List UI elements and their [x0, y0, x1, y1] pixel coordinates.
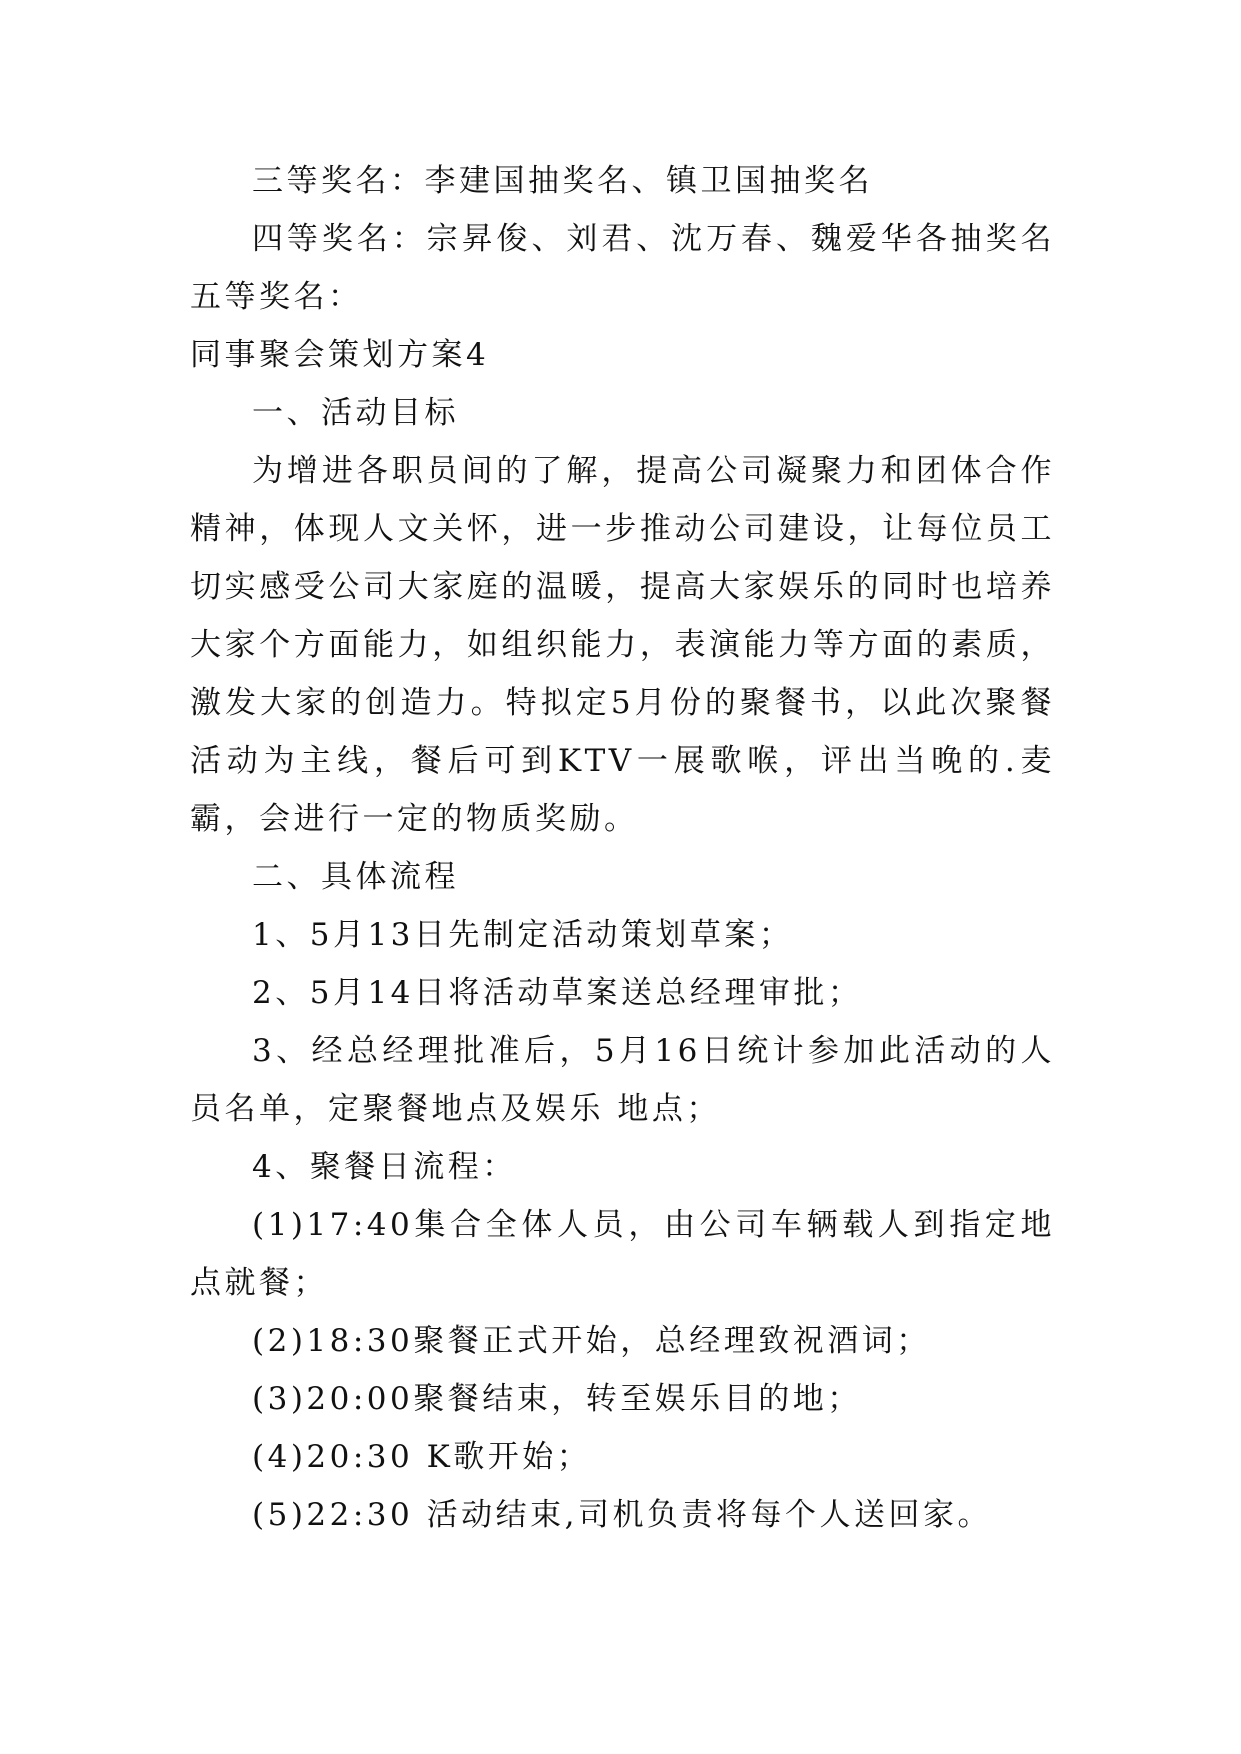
process-step-4: 4、聚餐日流程：	[252, 1149, 517, 1185]
schedule-item-5: (5)22:30 活动结束,司机负责将每个人送回家。	[252, 1497, 992, 1533]
schedule-item-3: (3)20:00聚餐结束，转至娱乐目的地；	[252, 1381, 862, 1417]
schedule-item-2: (2)18:30聚餐正式开始，总经理致祝酒词；	[252, 1323, 931, 1359]
heading-activity-goal: 一、活动目标	[252, 395, 459, 431]
paragraph-activity-goal: 为增进各职员间的了解，提高公司凝聚力和团体合作精神，体现人文关怀，进一步推动公司建设，让每位员工切实感受公司大家庭的温暖，提高大家娱乐的同时也培养大家个方面能力，如组织能力，表演能力等方面的素质，激发大家的创造力。特拟定5月份的聚餐书，以此次聚餐活动为主线，餐后可到KTV一展歌喉，评出当晚的.麦霸，会进行一定的物质奖励。	[190, 453, 1055, 837]
process-step-2: 2、5月14日将活动草案送总经理审批；	[252, 975, 863, 1011]
process-step-1: 1、5月13日先制定活动策划草案；	[252, 917, 794, 953]
process-step-3: 3、经总经理批准后，5月16日统计参加此活动的人员名单，定聚餐地点及娱乐 地点；	[190, 1033, 1055, 1127]
paragraph-fourth-prize: 四等奖名：宗昇俊、刘君、沈万春、魏爱华各抽奖名五等奖名：	[190, 221, 1055, 315]
heading-process: 二、具体流程	[252, 859, 459, 895]
schedule-item-1: (1)17:40集合全体人员，由公司车辆载人到指定地点就餐；	[190, 1207, 1055, 1301]
schedule-item-4: (4)20:30 K歌开始；	[252, 1439, 592, 1475]
paragraph-third-prize: 三等奖名：李建国抽奖名、镇卫国抽奖名	[252, 163, 873, 199]
document-body	[190, 152, 1055, 1544]
section-title: 同事聚会策划方案4	[190, 337, 490, 373]
